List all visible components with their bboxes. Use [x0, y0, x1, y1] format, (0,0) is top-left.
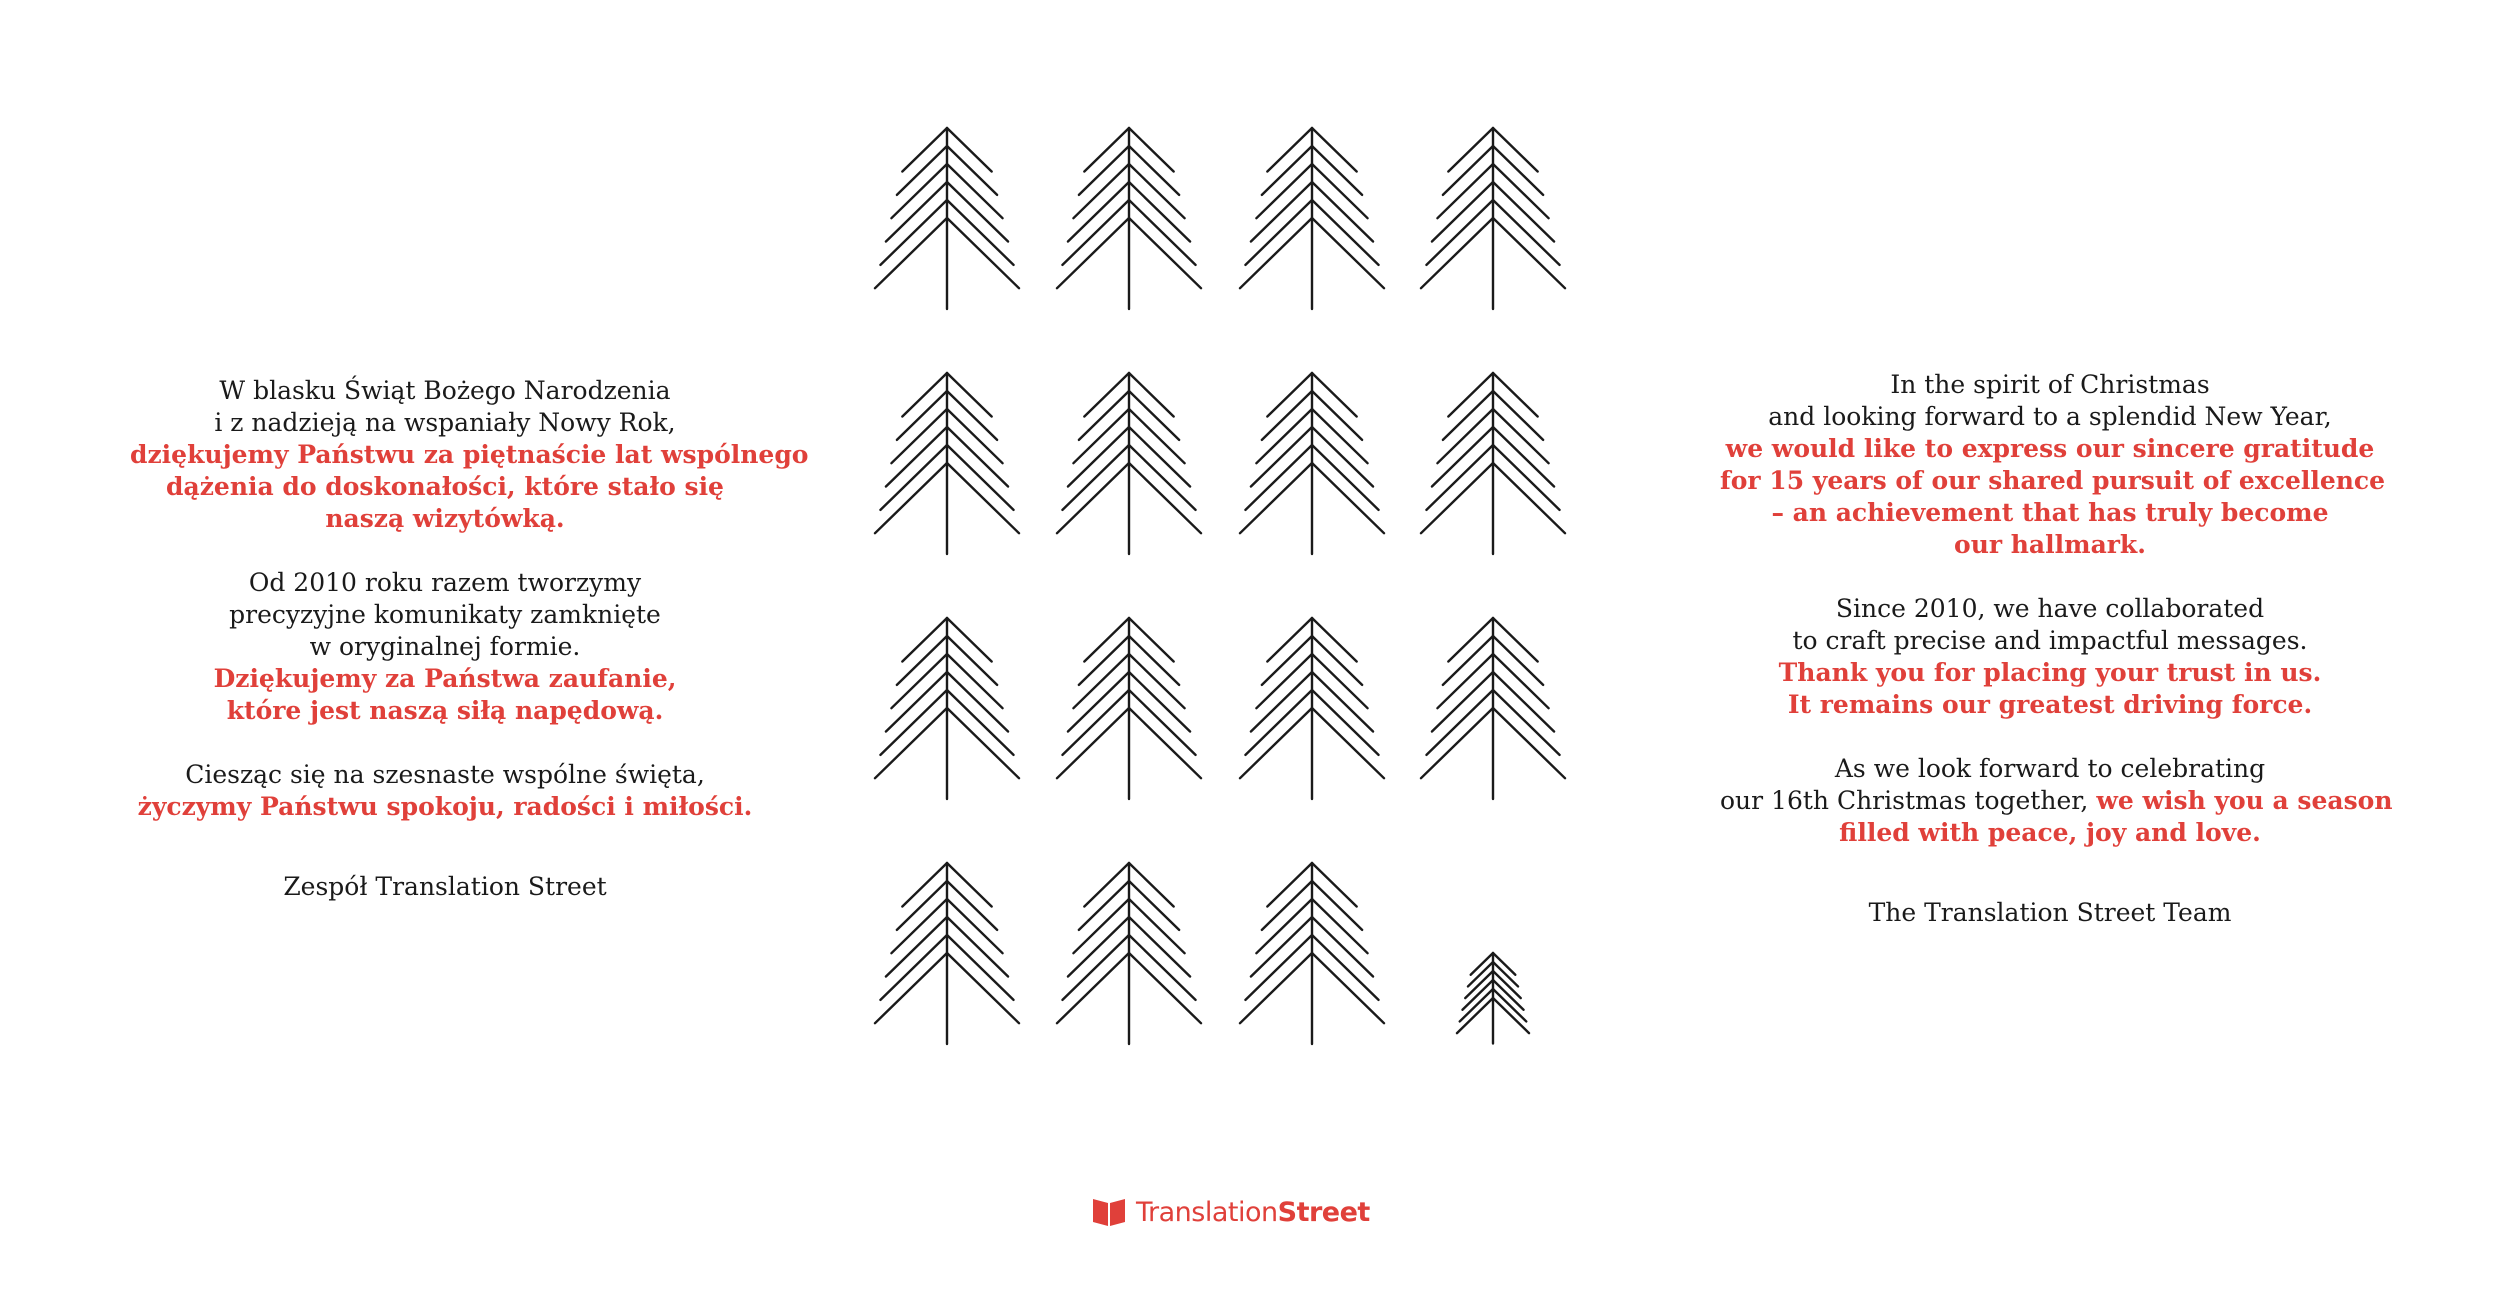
christmas-tree: [1057, 618, 1201, 799]
text-span: our 16th Christmas together,: [1720, 786, 2089, 815]
christmas-tree: [1057, 373, 1201, 554]
christmas-tree: [875, 128, 1019, 309]
christmas-tree: [1240, 618, 1384, 799]
text-line: Since 2010, we have collaborated: [1835, 594, 2265, 623]
highlight-line: naszą wizytówką.: [325, 504, 565, 533]
mixed-line: [1720, 785, 2393, 817]
highlight-line: dążenia do doskonałości, które stało się: [166, 472, 724, 501]
christmas-tree: [875, 863, 1019, 1044]
christmas-tree: [1240, 128, 1384, 309]
text-line: Ciesząc się na szesnaste wspólne święta,: [185, 760, 705, 789]
highlight-line: – an achievement that has truly become: [1771, 498, 2329, 527]
text-line: to craft precise and impactful messages.: [1792, 626, 2308, 655]
text-line: and looking forward to a splendid New Year,: [1768, 402, 2332, 431]
highlight-line: Thank you for placing your trust in us.: [1778, 658, 2322, 687]
christmas-tree: [875, 618, 1019, 799]
highlight-line: It remains our greatest driving force.: [1787, 690, 2313, 719]
highlight-line: our hallmark.: [1954, 530, 2146, 559]
logo-word-translation: Translation: [1136, 1196, 1278, 1228]
highlight-line: we would like to express our sincere gratitude: [1725, 434, 2375, 463]
christmas-tree: [1057, 863, 1201, 1044]
logo-wordmark: [1136, 1197, 1370, 1228]
christmas-tree: [1421, 618, 1565, 799]
text-line: w oryginalnej formie.: [309, 632, 581, 661]
logo-word-street: Street: [1277, 1196, 1370, 1228]
text-line: i z nadzieją na wspaniały Nowy Rok,: [214, 408, 676, 437]
text-line: precyzyjne komunikaty zamknięte: [229, 600, 661, 629]
small-christmas-tree: [1457, 953, 1529, 1044]
christmas-tree: [1240, 863, 1384, 1044]
highlight-line: życzymy Państwu spokoju, radości i miłości.: [137, 792, 753, 821]
greeting-english: [1720, 369, 2393, 929]
highlight-line: które jest naszą siłą napędową.: [226, 696, 664, 725]
text-line: Od 2010 roku razem tworzymy: [248, 568, 642, 597]
english-paragraph-1: [1720, 369, 2386, 561]
christmas-tree: [1421, 373, 1565, 554]
highlight-span: we wish you a season: [2096, 786, 2393, 815]
english-paragraph-2: [1720, 593, 2380, 721]
english-signature: The Translation Street Team: [1868, 898, 2232, 927]
christmas-tree: [1421, 128, 1565, 309]
translation-street-logo: [1092, 1192, 1370, 1232]
text-line: As we look forward to celebrating: [1834, 754, 2266, 783]
christmas-tree: [1057, 128, 1201, 309]
christmas-tree: [875, 373, 1019, 554]
highlight-line: filled with peace, joy and love.: [1839, 818, 2261, 847]
text-line: In the spirit of Christmas: [1890, 370, 2210, 399]
text-line: W blasku Świąt Bożego Narodzenia: [219, 376, 671, 405]
highlight-line: for 15 years of our shared pursuit of excellence: [1720, 466, 2386, 495]
highlight-line: Dziękujemy za Państwa zaufanie,: [213, 664, 677, 693]
highlight-line: dziękujemy Państwu za piętnaście lat wspólnego: [130, 440, 809, 469]
english-paragraph-3: [1720, 753, 2393, 849]
christmas-tree: [1240, 373, 1384, 554]
open-book-icon: [1092, 1197, 1126, 1227]
polish-signature: Zespół Translation Street: [283, 872, 607, 901]
